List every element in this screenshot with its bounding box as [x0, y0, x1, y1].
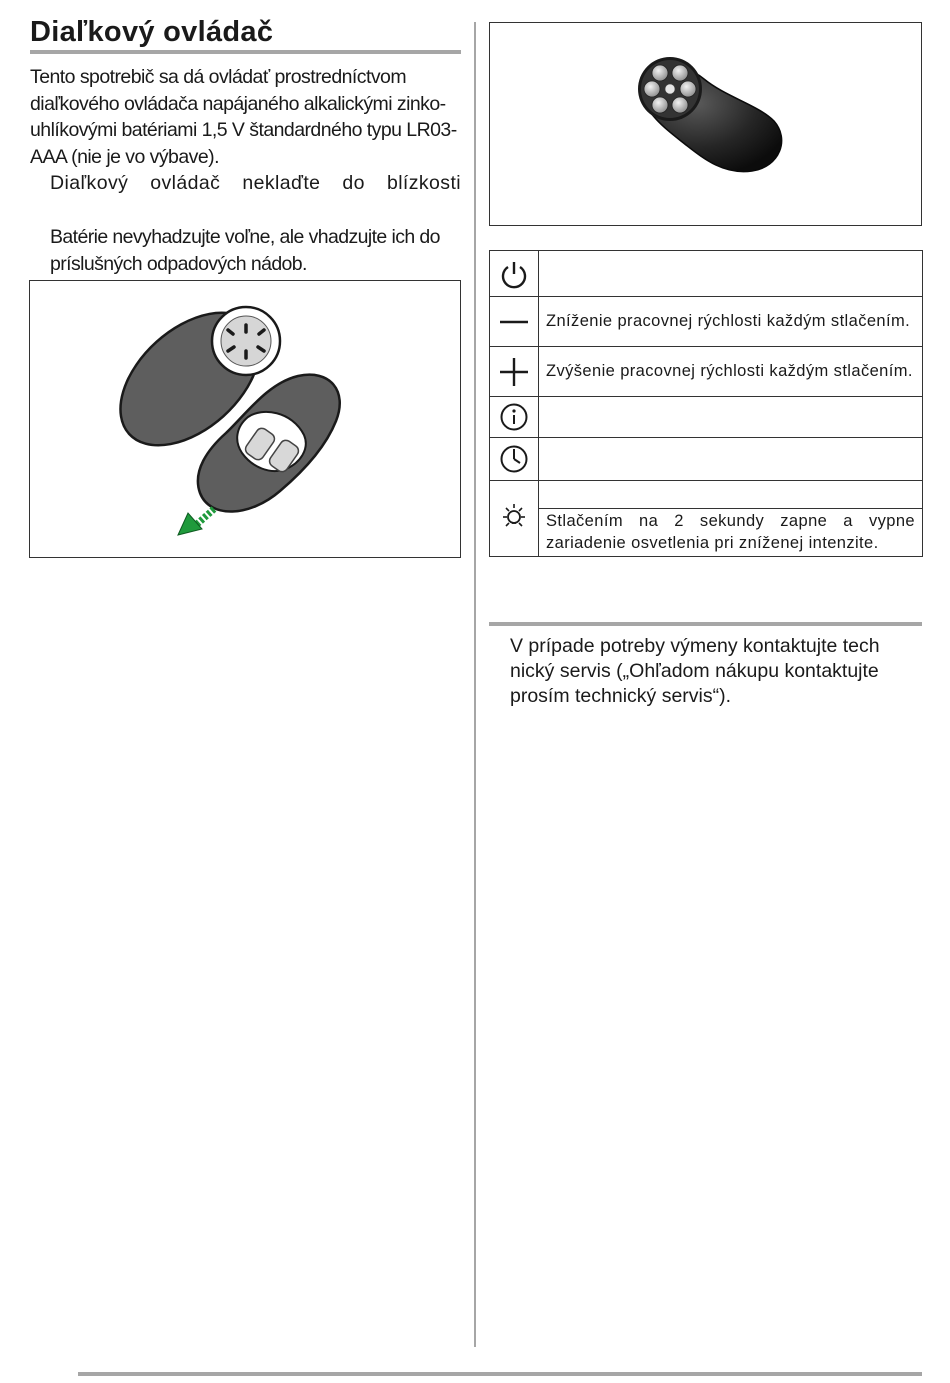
battery-disposal-paragraph: Batérie nevyhadzujte voľne, ale vhadzujte ich do príslušných odpadových nádob. [50, 226, 440, 275]
table-row [490, 347, 923, 397]
info-icon [499, 402, 529, 432]
column-divider [474, 22, 476, 1347]
power-icon [498, 258, 530, 290]
remote-photo-box [489, 22, 922, 226]
minus-icon [498, 306, 530, 338]
button-function-table [489, 250, 923, 557]
section-divider [489, 622, 922, 626]
remote-control-photo [490, 23, 921, 225]
table-row [490, 438, 923, 481]
plus-description: Zvýšenie pracovnej rýchlosti každým stlačením. [546, 362, 913, 380]
table-row [490, 481, 923, 509]
plus-icon [498, 356, 530, 388]
title-underline [30, 50, 461, 54]
battery-replacement-illustration [30, 281, 460, 557]
light-description [539, 493, 922, 496]
service-paragraph: V prípade potreby výmeny kontaktujte tech nický servis („Ohľadom nákupu kontaktujte prosím technický servis“). [510, 635, 880, 707]
warning-paragraph: Diaľkový ovládač neklaďte do blízkosti [50, 172, 461, 194]
minus-description: Zníženie pracovnej rýchlosti každým stlačením. [546, 312, 911, 330]
battery-replacement-figure [29, 280, 461, 558]
timer-icon [499, 444, 529, 474]
info-description [539, 416, 922, 419]
timer-description [539, 458, 922, 461]
table-row [490, 397, 923, 438]
intro-paragraph: Tento spotrebič sa dá ovládať prostredníctvom diaľkového ovládača napájaného alkalickými zinko-uhlíkovými batériami 1,5 V štandardného typu LR03-AAA (nie je vo výbave). [30, 66, 457, 168]
page-title: Diaľkový ovládač [30, 16, 274, 48]
power-description [539, 272, 922, 275]
light-dim-description: Stlačením na 2 sekundy zapne a vypne zariadenie osvetlenia pri zníženej intenzite. [546, 512, 915, 552]
slide-direction-arrow [178, 509, 214, 535]
page-footer-rule [78, 1372, 922, 1376]
table-row [490, 251, 923, 297]
light-icon [499, 502, 529, 536]
table-row [490, 297, 923, 347]
table-row [490, 509, 923, 557]
